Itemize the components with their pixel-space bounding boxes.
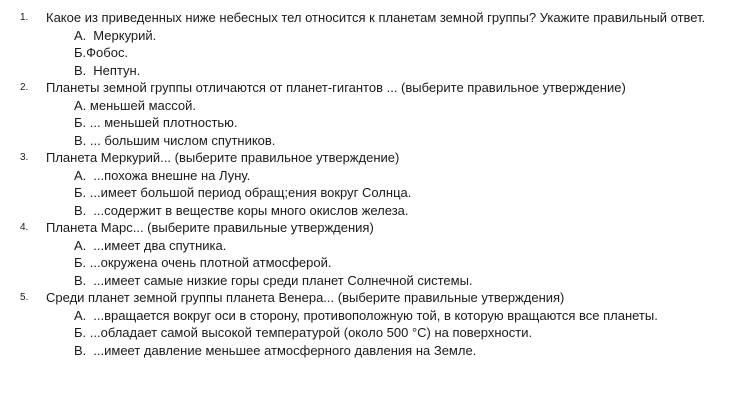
option-letter: А.: [74, 237, 87, 253]
answer-option: [74, 62, 707, 80]
answer-option: [74, 237, 707, 255]
question-1: [20, 9, 707, 27]
option-text: ...имеет давление меньшее атмосферного давления на Земле.: [93, 342, 477, 358]
answer-option: [74, 202, 707, 220]
question-text: Планета Меркурий... (выберите правильное утверждение): [46, 150, 400, 165]
option-letter: Б.: [74, 185, 87, 200]
option-letter: В.: [74, 62, 87, 78]
answer-option: [74, 132, 707, 150]
question-text: Планета Марс... (выберите правильные утверждения): [46, 220, 374, 235]
option-letter: А.: [74, 307, 87, 323]
question-2: [20, 79, 707, 97]
option-letter: В.: [74, 202, 87, 218]
option-text: Нептун.: [93, 62, 141, 78]
option-text: ...окружена очень плотной атмосферой.: [89, 255, 332, 270]
answer-option: [74, 272, 707, 290]
option-text: Фобос.: [86, 45, 129, 60]
answer-option: [74, 184, 707, 202]
question-text: Какое из приведенных ниже небесных тел относится к планетам земной группы? Укажите правильный ответ.: [46, 10, 706, 25]
option-text: ... меньшей плотностью.: [89, 115, 238, 130]
option-letter: Б.: [74, 45, 87, 60]
question-4: [20, 219, 707, 237]
answer-option: [74, 27, 707, 45]
answer-option: [74, 254, 707, 272]
option-letter: В.: [74, 342, 87, 358]
question-number: 2.: [20, 82, 29, 93]
question-text: Планеты земной группы отличаются от планет-гигантов ... (выберите правильное утверждение): [46, 80, 626, 95]
option-letter: А.: [74, 27, 87, 43]
option-text: ...имеет самые низкие горы среди планет Солнечной системы.: [93, 272, 473, 288]
option-letter: Б.: [74, 325, 87, 340]
question-number: 3.: [20, 152, 29, 163]
option-text: ...содержит в веществе коры много окислов железа.: [93, 202, 409, 218]
question-5: [20, 289, 707, 307]
question-number: 5.: [20, 292, 29, 303]
option-text: ... большим числом спутников.: [89, 132, 276, 148]
answer-option: [74, 342, 707, 360]
option-text: ...имеет два спутника.: [93, 237, 227, 253]
option-letter: Б.: [74, 115, 87, 130]
question-text: Среди планет земной группы планета Венера... (выберите правильные утверждения): [46, 290, 565, 305]
question-number: 1.: [20, 12, 29, 23]
option-letter: В.: [74, 272, 87, 288]
answer-option: [74, 114, 707, 132]
option-text: ...вращается вокруг оси в сторону, противоположную той, в которую вращаются все планеты.: [93, 307, 658, 323]
option-text: Меркурий.: [93, 27, 157, 43]
option-letter: А.: [74, 167, 87, 183]
option-text: меньшей массой.: [89, 97, 196, 113]
answer-option: [74, 307, 707, 325]
answer-option: [74, 324, 707, 342]
option-letter: А.: [74, 97, 87, 113]
answer-option: [74, 167, 707, 185]
option-text: ...имеет большой период обращ;ения вокруг Солнца.: [89, 185, 412, 200]
option-text: ...обладает самой высокой температурой (около 500 °С) на поверхности.: [89, 325, 533, 340]
option-letter: Б.: [74, 255, 87, 270]
question-number: 4.: [20, 222, 29, 233]
option-letter: В.: [74, 132, 87, 148]
question-3: [20, 149, 707, 167]
answer-option: [74, 44, 707, 62]
answer-option: [74, 97, 707, 115]
option-text: ...похожа внешне на Луну.: [93, 167, 251, 183]
